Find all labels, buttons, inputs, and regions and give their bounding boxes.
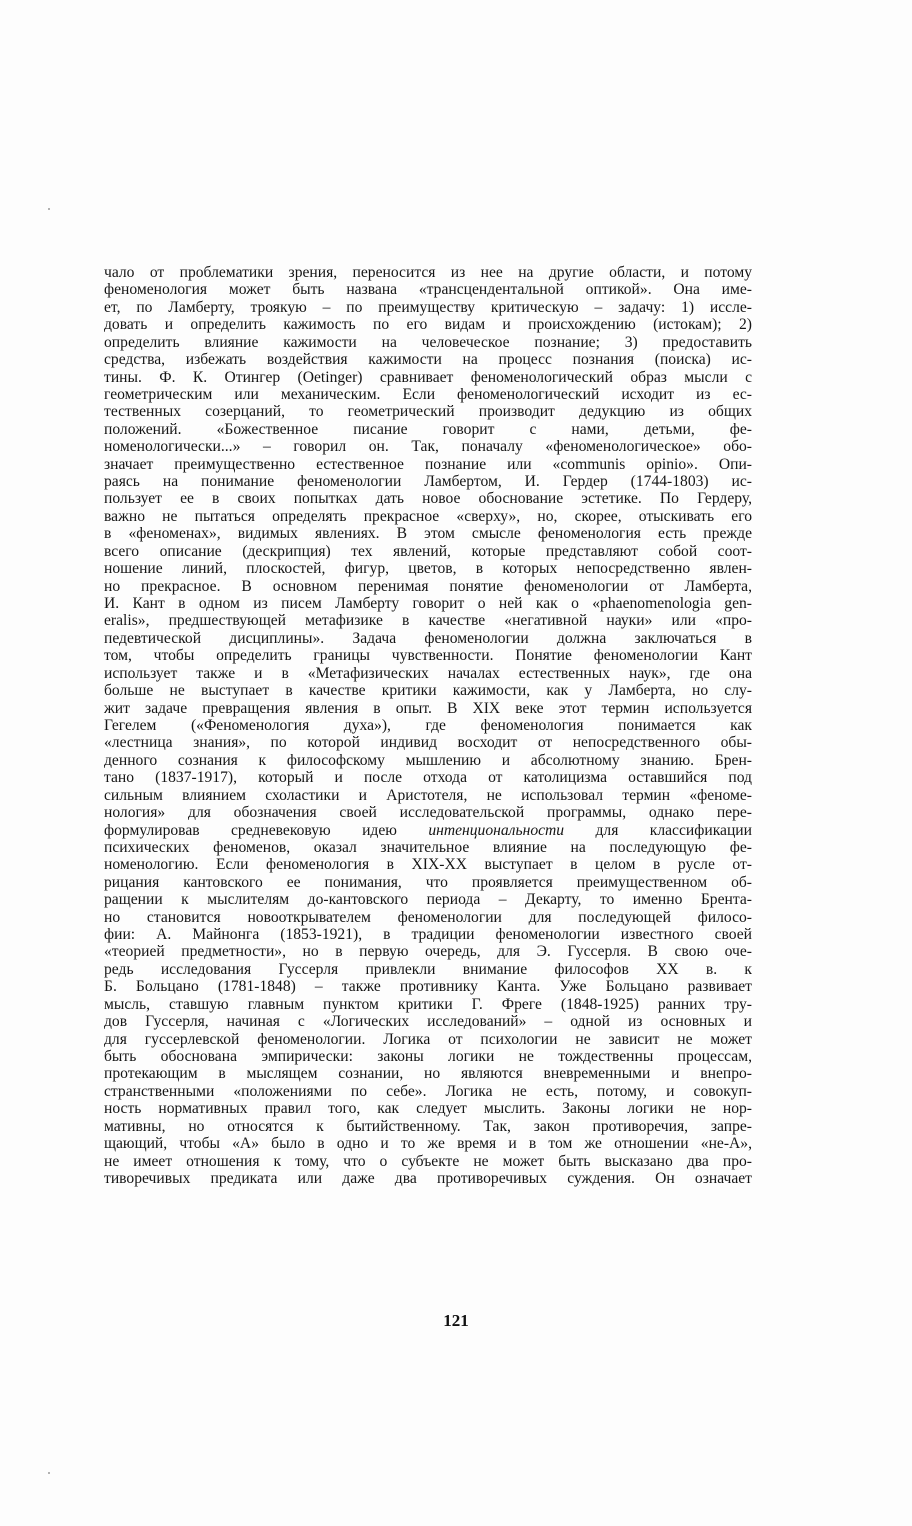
text-line: довать и определить кажимость по его видам и происхождению (истокам); 2) [104, 316, 752, 334]
page-number: 121 [443, 1311, 469, 1330]
text-fragment: для классификации [564, 821, 752, 839]
text-line: мысль, ставшую главным пунктом критики Г. Фреге (1848-1925) ранних тру- [104, 995, 752, 1013]
text-line: педевтической дисциплины». Задача феноменологии должна заключаться в [104, 629, 752, 647]
body-text [104, 264, 752, 1187]
text-line: ет, по Ламберту, троякую – по преимуществу критическую – задачу: 1) иссле- [104, 298, 752, 316]
text-line: ношение линий, плоскостей, фигур, цветов, в которых непосредственно явлен- [104, 560, 752, 578]
text-line: «лестница знания», по которой индивид восходит от непосредственного обы- [104, 734, 752, 752]
scan-speck [48, 208, 50, 210]
text-line: тиворечивых предиката или даже два противоречивых суждения. Он означает [104, 1169, 752, 1187]
text-line: ность нормативных правил того, как следует мыслить. Законы логики не нор- [104, 1100, 752, 1118]
text-line: Б. Больцано (1781-1848) – также противнику Канта. Уже Больцано развивает [104, 978, 752, 996]
text-line: феноменология может быть названа «трансцендентальной оптикой». Она име- [104, 281, 752, 299]
text-line: важно не пытаться определять прекрасное «сверху», но, скорее, отыскивать его [104, 507, 752, 525]
text-line: в «феноменах», видимых явлениях. В этом смысле феноменология есть прежде [104, 525, 752, 543]
text-line: том, чтобы определить границы чувственности. Понятие феноменологии Кант [104, 647, 752, 665]
text-line: не имеет отношения к тому, что о субъекте не может быть высказано два про- [104, 1152, 752, 1170]
text-line: редь исследования Гуссерля привлекли внимание философов XX в. к [104, 960, 752, 978]
text-line: протекающим в мыслящем сознании, но являются вневременными и внепро- [104, 1065, 752, 1083]
italic-term: интенциональности [428, 821, 565, 839]
text-line: психических феноменов, оказал значительное влияние на последующую фе- [104, 838, 752, 856]
text-line: дов Гуссерля, начиная с «Логических исследований» – одной из основных и [104, 1013, 752, 1031]
text-fragment: формулировав средневековую идею [104, 821, 429, 839]
text-line: определить влияние кажимости на человеческое познание; 3) предоставить [104, 333, 752, 351]
text-line: чало от проблематики зрения, переносится из нее на другие области, и потому [104, 264, 752, 281]
text-line: щающий, чтобы «А» было в одно и то же время и в том же отношении «не-А», [104, 1135, 752, 1153]
text-line: тины. Ф. К. Отингер (Oetinger) сравнивает феноменологический образ мысли с [104, 368, 752, 386]
text-line: ращении к мыслителям до-кантовского периода – Декарту, то именно Брента- [104, 891, 752, 909]
scan-speck [48, 1472, 50, 1474]
text-line: тественных созерцаний, то геометрический производит дедукцию из общих [104, 403, 752, 421]
text-line: но прекрасное. В основном перенимая понятие феноменологии от Ламберта, [104, 577, 752, 595]
text-line: сильным влиянием схоластики и Аристотеля, не использовал термин «феноме- [104, 786, 752, 804]
text-line: странственными «положениями по себе». Логика не есть, потому, и совокуп- [104, 1082, 752, 1100]
text-line: Гегелем («Феноменология духа»), где феноменология понимается как [104, 716, 752, 734]
text-line: для гуссерлевской феноменологии. Логика от психологии не зависит не может [104, 1030, 752, 1048]
text-line-with-italic [104, 822, 752, 839]
text-line: номенологически...» – говорил он. Так, поначалу «феноменологическое» обо- [104, 438, 752, 456]
text-line: использует также и в «Метафизических началах естественных наук», где она [104, 664, 752, 682]
text-line: раясь на понимание феноменологии Ламбертом, И. Гердер (1744-1803) ис- [104, 473, 752, 491]
text-line: но становится новооткрывателем феноменологии для последующей филосо- [104, 908, 752, 926]
text-line: номенологию. Если феноменология в XIX-XX выступает в целом в русле от- [104, 856, 752, 874]
text-line: положений. «Божественное писание говорит с нами, детьми, фе- [104, 420, 752, 438]
text-line: быть обоснована эмпирически: законы логики не тождественны процессам, [104, 1047, 752, 1065]
text-line: eralis», предшествующей метафизике в качестве «негативной науки» или «про- [104, 612, 752, 630]
text-line: И. Кант в одном из писем Ламберту говорит о ней как о «phaenomenologia gen- [104, 595, 752, 613]
text-line: тано (1837-1917), который и после отхода от католицизма оставшийся под [104, 769, 752, 787]
text-line: денного сознания к философскому мышлению и абсолютному знанию. Брен- [104, 751, 752, 769]
text-line: «теорией предметности», но в первую очередь, для Э. Гуссерля. В свою оче- [104, 943, 752, 961]
text-line: рицания кантовского ее понимания, что проявляется преимущественном об- [104, 873, 752, 891]
text-line: средства, избежать воздействия кажимости на процесс познания (поиска) ис- [104, 351, 752, 369]
text-line: жит задаче превращения явления в опыт. В XIX веке этот термин используется [104, 699, 752, 717]
text-line: фии: А. Майнонга (1853-1921), в традиции феноменологии известного своей [104, 926, 752, 944]
text-line: мативны, но относятся к бытийственному. Так, закон противоречия, запре- [104, 1117, 752, 1135]
text-line: значает преимущественно естественное познание или «communis opinio». Опи- [104, 455, 752, 473]
text-line: больше не выступает в качестве критики кажимости, как у Ламберта, но слу- [104, 682, 752, 700]
text-line: пользует ее в своих попытках дать новое обоснование эстетике. По Гердеру, [104, 490, 752, 508]
text-line: нология» для обозначения своей исследовательской программы, однако пере- [104, 804, 752, 822]
text-line: всего описание (дескрипция) тех явлений, которые представляют собой соот- [104, 542, 752, 560]
text-line: геометрическим или механическим. Если феноменологический исходит из ес- [104, 385, 752, 403]
